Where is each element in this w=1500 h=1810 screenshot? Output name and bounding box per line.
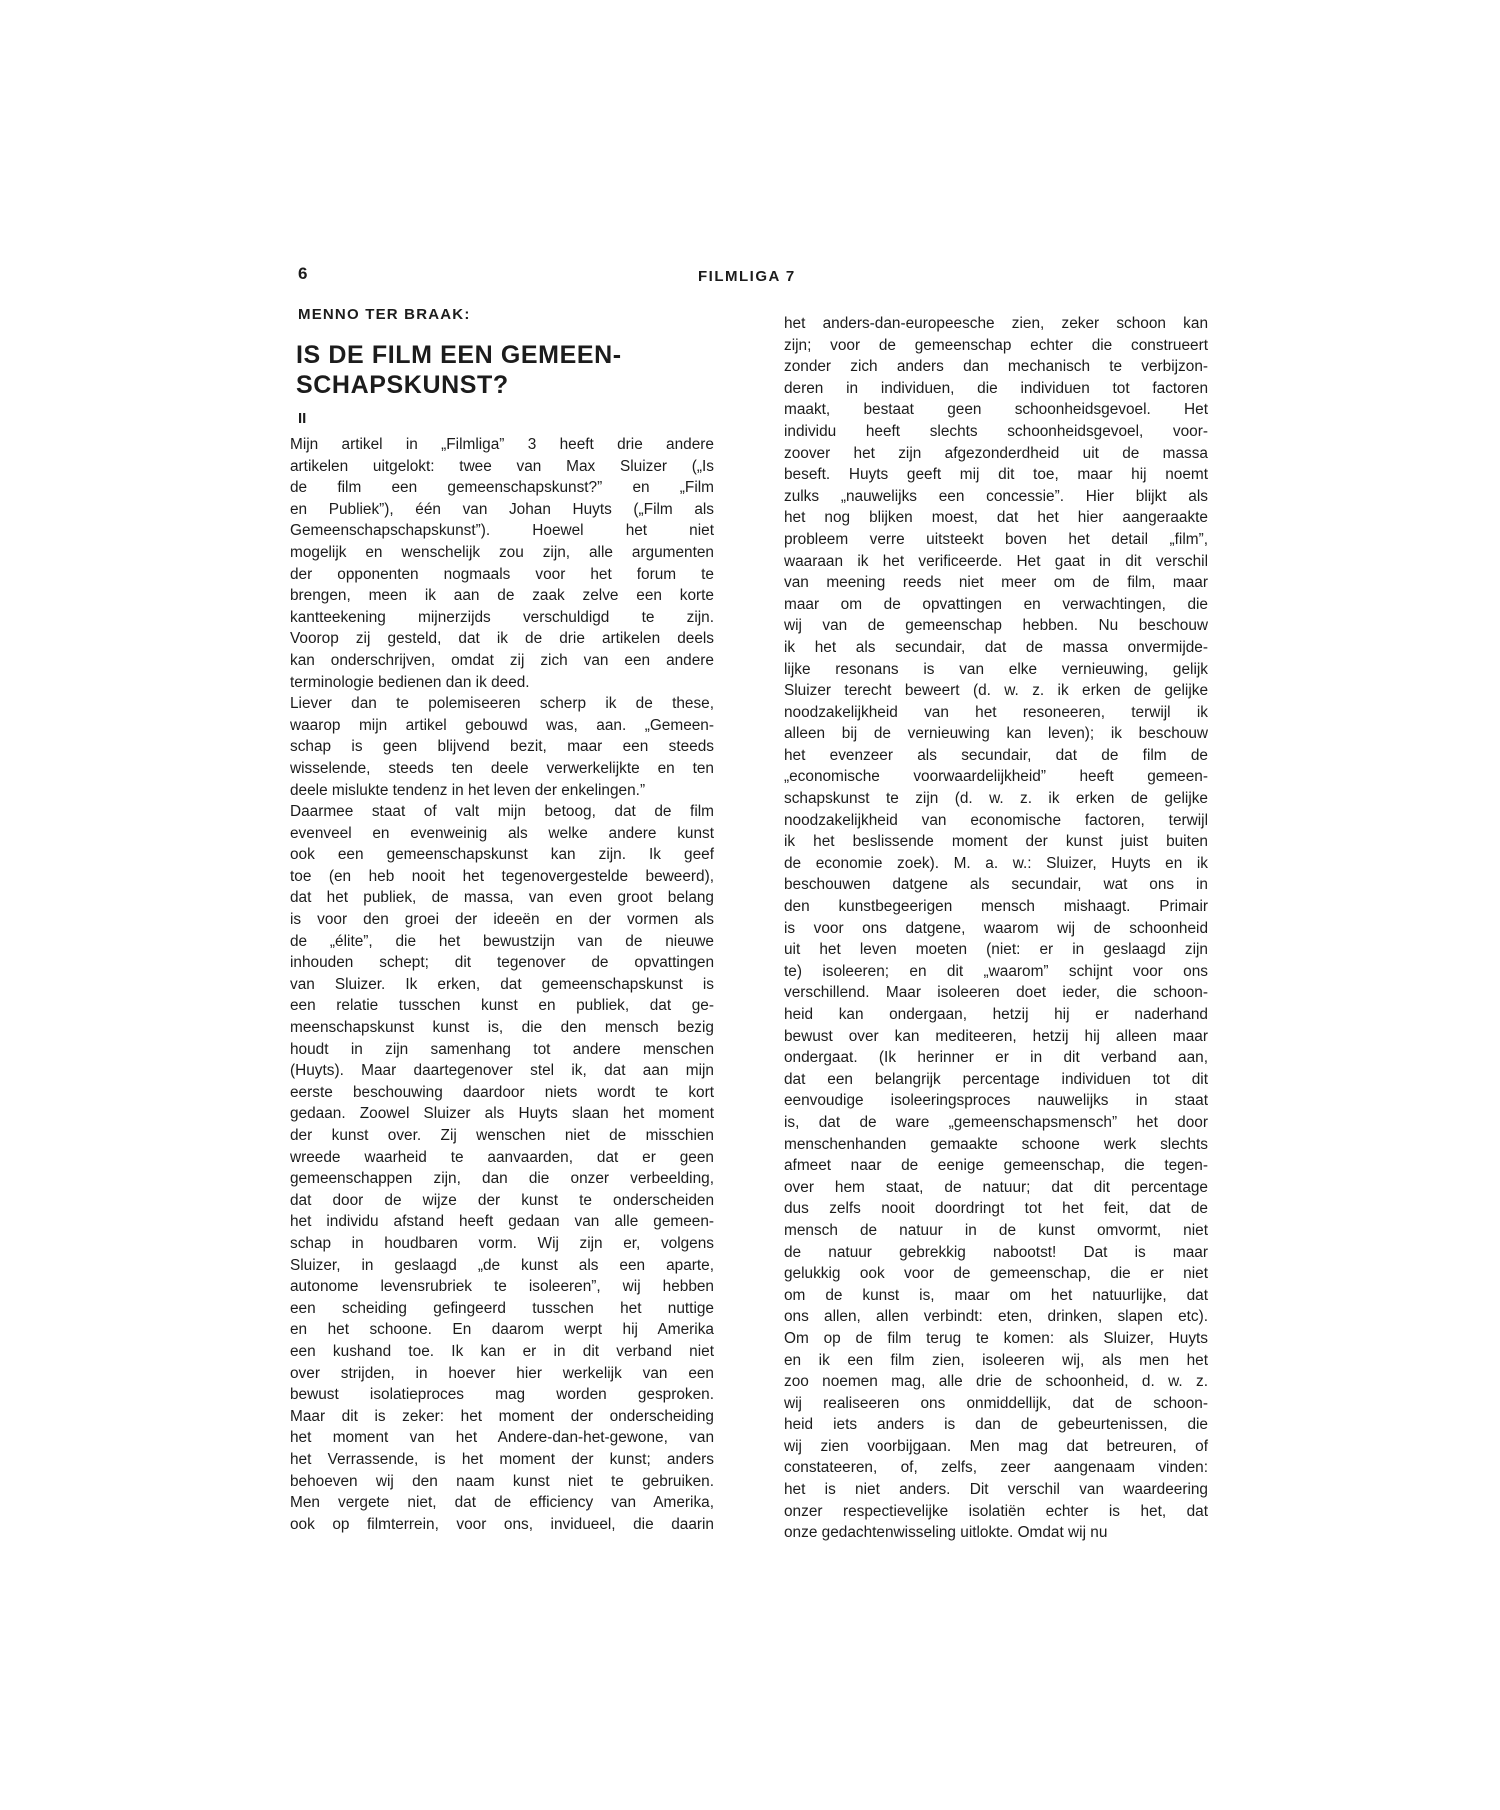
text-line: zonder zich anders dan mechanisch te verbijzon-: [784, 358, 1208, 376]
text-line: het anders-dan-europeesche zien, zeker schoon kan: [784, 315, 1208, 332]
text-line: kan onderschrijven, omdat zij zich van een andere: [290, 651, 714, 669]
text-line: beschouwen datgene als secundair, wat ons in: [784, 876, 1208, 894]
text-line: en het schoone. En daarom werpt hij Amerika: [290, 1321, 714, 1339]
text-line: zoover het zijn afgezonderdheid uit de massa: [784, 444, 1208, 462]
text-line: dat het publiek, de massa, van even groot belang: [290, 889, 714, 907]
text-line: ondergaat. (Ik herinner er in dit verband aan,: [784, 1049, 1208, 1067]
text-line: der opponenten nogmaals voor het forum te: [290, 565, 714, 583]
text-line: te) isoleeren; en dit „waarom” schijnt voor ons: [784, 962, 1208, 980]
text-line: ik het beslissende moment der kunst juist buiten: [784, 833, 1208, 851]
text-line: bewust isolatieproces mag worden gesproken.: [290, 1386, 714, 1404]
text-line: dus zelfs nooit doordringt tot het feit, dat de: [784, 1200, 1208, 1218]
text-line: zijn; voor de gemeenschap echter die construeert: [784, 336, 1208, 354]
text-line: de natuur gebrekkig nabootst! Dat is maar: [784, 1243, 1208, 1261]
part-number: II: [298, 410, 307, 427]
text-line: onzer respectievelijke isolatiën echter is het, dat: [784, 1502, 1208, 1520]
text-line: ook op filmterrein, voor ons, invidueel, die daarin: [290, 1515, 714, 1533]
text-line: is voor ons datgene, waarom wij de schoonheid: [784, 919, 1208, 937]
text-line: meenschapskunst kunst is, die den mensch bezig: [290, 1019, 714, 1037]
text-line: gelukkig ook voor de gemeenschap, die er niet: [784, 1265, 1208, 1283]
text-line: terminologie bedienen dan ik deed.: [290, 673, 530, 691]
text-line: artikelen uitgelokt: twee van Max Sluizer („Is: [290, 457, 714, 475]
text-line: „economische voorwaardelijkheid” heeft gemeen-: [784, 768, 1208, 786]
page-number: 6: [298, 264, 308, 283]
text-line: een relatie tusschen kunst en publiek, dat ge-: [290, 997, 714, 1015]
text-line: een scheiding gefingeerd tusschen het nuttige: [290, 1299, 714, 1317]
text-line: Mijn artikel in „Filmliga” 3 heeft drie andere: [290, 436, 714, 453]
text-line: Om op de film terug te komen: als Sluizer, Huyts: [784, 1329, 1208, 1347]
text-line: wisselende, steeds ten deele verwerkelijkte en ten: [290, 759, 714, 777]
text-line: gedaan. Zoowel Sluizer als Huyts slaan het moment: [290, 1105, 714, 1123]
text-line: autonome levensrubriek te isoleeren”, wij hebben: [290, 1278, 714, 1296]
text-line: houdt in zijn samenhang tot andere menschen: [290, 1040, 714, 1058]
text-line: kantteekening mijnerzijds verschuldigd te zijn.: [290, 608, 714, 626]
text-line: toe (en heb nooit het tegenovergestelde beweerd),: [290, 867, 714, 885]
text-line: Daarmee staat of valt mijn betoog, dat de film: [290, 803, 714, 821]
text-line: is, dat de ware „gemeenschapsmensch” het door: [784, 1113, 1208, 1131]
text-line: alleen bij de vernieuwing kan leven); ik beschouw: [784, 725, 1208, 743]
text-line: lijke resonans is van elke vernieuwing, gelijk: [784, 660, 1208, 678]
text-line: maar om de opvattingen en verwachtingen, die: [784, 595, 1208, 613]
text-line: schap is geen blijvend bezit, maar een steeds: [290, 738, 714, 756]
text-line: Gemeenschapschapskunst”). Hoewel het niet: [290, 522, 714, 540]
text-line: evenveel en evenweinig als welke andere kunst: [290, 824, 714, 842]
text-line: over strijden, in hoever hier werkelijk van een: [290, 1364, 714, 1382]
text-line: waarop mijn artikel gebouwd was, aan. „Gemeen-: [290, 716, 714, 734]
text-line: Voorop zij gesteld, dat ik de drie artikelen deels: [290, 630, 714, 648]
left-column: [290, 434, 714, 1535]
text-line: ons allen, allen verbindt: eten, drinken, slapen etc).: [784, 1308, 1208, 1326]
text-line: brengen, meen ik aan de zaak zelve een korte: [290, 587, 714, 605]
author-name: MENNO TER BRAAK:: [298, 306, 471, 323]
text-line: het is niet anders. Dit verschil van waardeering: [784, 1481, 1208, 1499]
text-line: schap in houdbaren vorm. Wij zijn er, volgens: [290, 1234, 714, 1252]
text-line: Sluizer, in geslaagd „de kunst als een aparte,: [290, 1256, 714, 1274]
text-line: afmeet naar de eenige gemeenschap, die tegen-: [784, 1157, 1208, 1175]
text-line: wij van de gemeenschap hebben. Nu beschouw: [784, 617, 1208, 635]
text-line: Maar dit is zeker: het moment der onderscheiding: [290, 1407, 714, 1425]
text-line: het individu afstand heeft gedaan van alle gemeen-: [290, 1213, 714, 1231]
text-line: der kunst over. Zij wenschen niet de misschien: [290, 1127, 714, 1144]
article-title: [296, 340, 696, 400]
running-head: FILMLIGA 7: [698, 268, 796, 285]
text-line: ik het als secundair, dat de massa onvermijde-: [784, 638, 1208, 656]
text-line: ook een gemeenschapskunst kan zijn. Ik geef: [290, 846, 714, 864]
text-line: eenvoudige isoleeringsproces nauwelijks in staat: [784, 1092, 1208, 1110]
text-line: mogelijk en wenschelijk zou zijn, alle argumenten: [290, 543, 714, 561]
text-line: den kunstbegeerigen mensch mishaagt. Primair: [784, 898, 1208, 916]
text-line: wij realiseeren ons onmiddellijk, dat de schoon-: [784, 1394, 1208, 1412]
text-line: het Verrassende, is het moment der kunst; anders: [290, 1450, 714, 1468]
text-line: de economie zoek). M. a. w.: Sluizer, Huyts en ik: [784, 854, 1208, 872]
text-line: bewust over kan mediteeren, hetzij hij alleen maar: [784, 1027, 1208, 1045]
text-line: zoo noemen mag, alle drie de schoonheid, d. w. z.: [784, 1373, 1208, 1391]
text-line: zulks „nauwelijks een concessie”. Hier blijkt als: [784, 487, 1208, 505]
text-line: van meening reeds niet meer om de film, maar: [784, 574, 1208, 592]
text-line: probleem verre uitsteekt boven het detail „film”,: [784, 530, 1208, 548]
text-line: deele mislukte tendenz in het leven der enkelingen.”: [290, 781, 646, 799]
title-line: IS DE FILM EEN GEMEEN-: [296, 341, 622, 369]
text-line: om de kunst is, maar om het natuurlijke, dat: [784, 1286, 1208, 1304]
text-line: gemeenschappen zijn, dan die onzer verbeelding,: [290, 1170, 714, 1188]
right-column: [784, 313, 1208, 1544]
text-line: menschenhanden gemaakte schoone werk slechts: [784, 1135, 1208, 1153]
text-line: uit het leven moeten (niet: er in geslaagd zijn: [784, 941, 1208, 959]
text-line: is voor den groei der ideeën en der vormen als: [290, 911, 714, 929]
text-line: over hem staat, de natuur; dat dit percentage: [784, 1178, 1208, 1196]
text-line: en Publiek”), één van Johan Huyts („Film als: [290, 500, 714, 518]
text-line: schapskunst te zijn (d. w. z. ik erken de gelijke: [784, 790, 1208, 808]
text-line: inhouden schept; dit tegenover de opvattingen: [290, 954, 714, 972]
text-line: wij zien voorbijgaan. Men mag dat betreuren, of: [784, 1437, 1208, 1455]
text-line: eerste beschouwing daardoor niets wordt te kort: [290, 1083, 714, 1101]
text-line: (Huyts). Maar daartegenover stel ik, dat aan mijn: [290, 1062, 714, 1080]
text-line: het moment van het Andere-dan-het-gewone, van: [290, 1429, 714, 1447]
text-line: Men vergete niet, dat de efficiency van Amerika,: [290, 1494, 714, 1512]
text-line: noodzakelijkheid van economische factoren, terwijl: [784, 811, 1208, 829]
text-line: dat door de wijze der kunst te onderscheiden: [290, 1191, 714, 1209]
text-line: verschillend. Maar isoleeren doet ieder, die schoon-: [784, 984, 1208, 1002]
text-line: de „élite”, die het bewustzijn van de nieuwe: [290, 932, 714, 950]
text-line: en ik een film zien, isoleeren wij, als men het: [784, 1351, 1208, 1369]
text-line: beseft. Huyts geeft mij dit toe, maar hij noemt: [784, 466, 1208, 484]
text-line: individu heeft slechts schoonheidsgevoel, voor-: [784, 422, 1208, 440]
text-line: Liever dan te polemiseeren scherp ik de these,: [290, 695, 714, 713]
text-line: waaraan ik het verificeerde. Het gaat in dit verschil: [784, 552, 1208, 570]
text-line: de film een gemeenschapskunst?” en „Film: [290, 479, 714, 497]
text-line: behoeven wij den naam kunst niet te gebruiken.: [290, 1472, 714, 1490]
text-line: dat een belangrijk percentage individuen tot dit: [784, 1070, 1208, 1088]
text-line: een kushand toe. Ik kan er in dit verband niet: [290, 1342, 714, 1360]
text-line: heid kan ondergaan, hetzij hij er naderhand: [784, 1006, 1208, 1023]
text-line: deren in individuen, die individuen tot factoren: [784, 379, 1208, 397]
text-line: maakt, bestaat geen schoonheidsgevoel. Het: [784, 401, 1208, 419]
text-line: heid iets anders is dan de gebeurtenissen, die: [784, 1416, 1208, 1434]
text-line: wreede waarheid te aanvaarden, dat er geen: [290, 1148, 714, 1166]
title-line: SCHAPSKUNST?: [296, 371, 509, 399]
text-line: noodzakelijkheid van het resoneeren, terwijl ik: [784, 703, 1208, 721]
text-line: het evenzeer als secundair, dat de film de: [784, 746, 1208, 764]
text-line: constateeren, of, zelfs, zeer aangenaam vinden:: [784, 1459, 1208, 1477]
text-line: mensch de natuur in de kunst omvormt, niet: [784, 1221, 1208, 1239]
text-line: onze gedachtenwisseling uitlokte. Omdat wij nu: [784, 1524, 1108, 1542]
text-line: het nog blijken moest, dat het hier aangeraakte: [784, 509, 1208, 527]
text-line: Sluizer terecht beweert (d. w. z. ik erken de gelijke: [784, 682, 1208, 700]
text-line: van Sluizer. Ik erken, dat gemeenschapskunst is: [290, 975, 714, 993]
